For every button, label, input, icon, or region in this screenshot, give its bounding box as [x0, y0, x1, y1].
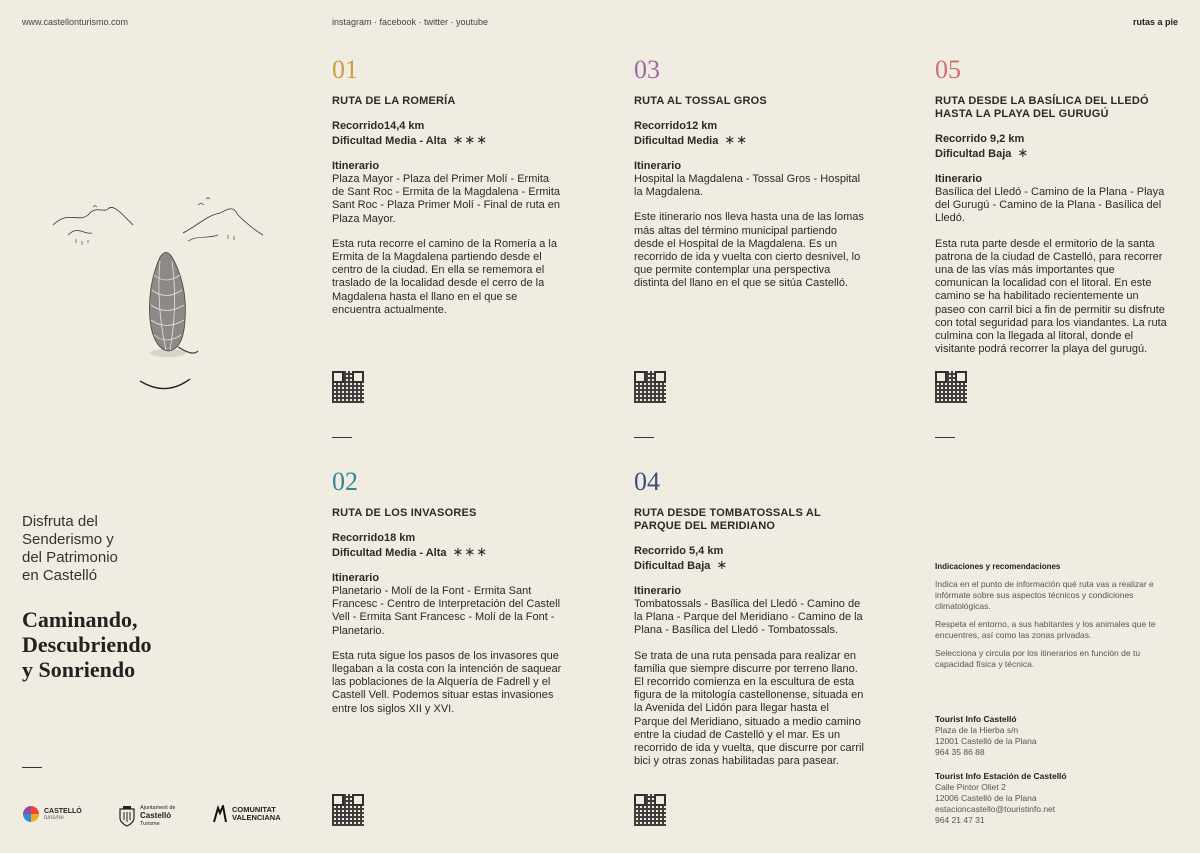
route-distance: Recorrido18 km	[332, 532, 416, 544]
divider	[332, 437, 352, 438]
itinerary-label: Itinerario	[332, 160, 380, 172]
route-distance: Recorrido14,4 km	[332, 120, 425, 132]
itinerary-label: Itinerario	[935, 173, 983, 185]
route-title: RUTA AL TOSSAL GROS	[634, 95, 767, 107]
route-title: RUTA DESDE LA BASÍLICA DEL LLEDÓ HASTA LA PLAYA DEL GURUGÚ	[935, 95, 1149, 120]
itinerary-text: Tombatossals - Basílica del Lledó - Camino de la Plana - Parque del Meridiano - Camino de la Plana - Basílica del Lledó - Tombatossals.	[634, 598, 863, 637]
tourist-info-name: Tourist Info Castelló	[935, 714, 1017, 724]
route-03	[634, 57, 866, 291]
route-02	[332, 469, 564, 716]
castello-logo-icon	[22, 805, 40, 823]
route-04	[634, 469, 866, 768]
route-difficulty: Dificultad Baja ∗	[935, 145, 1030, 160]
page-headline: Caminando, Descubriendo y Sonriendo	[22, 607, 152, 682]
ajuntament-crest-icon	[118, 805, 136, 827]
itinerary-text: Hospital la Magdalena - Tossal Gros - Hospital la Magdalena.	[634, 173, 861, 199]
website-url[interactable]: www.castellonturismo.com	[22, 17, 129, 27]
route-number: 03	[634, 55, 660, 84]
route-number: 04	[634, 467, 660, 496]
route-distance: Recorrido 9,2 km	[935, 133, 1025, 145]
qr-code-icon[interactable]	[634, 794, 666, 826]
route-title: RUTA DE LA ROMERÍA	[332, 95, 456, 107]
route-number: 02	[332, 467, 358, 496]
difficulty-stars: ∗∗∗	[452, 132, 489, 147]
recommendations	[935, 562, 1170, 677]
route-title: RUTA DESDE TOMBATOSSALS AL PARQUE DEL MERIDIANO	[634, 507, 821, 532]
comunitat-valenciana-icon	[212, 805, 228, 823]
tourist-info-estacion	[935, 771, 1170, 826]
recommendation-item: Selecciona y circula por los itinerarios en función de tu capacidad física y técnica.	[935, 648, 1141, 669]
recommendation-item: Respeta el entorno, a sus habitantes y los animales que te encuentres, así como las zonas privadas.	[935, 619, 1156, 640]
social-links[interactable]: instagram · facebook · twitter · youtube	[332, 17, 489, 27]
divider	[935, 437, 955, 438]
tourist-info-castello	[935, 714, 1170, 758]
route-difficulty: Dificultad Media ∗∗	[634, 132, 749, 147]
route-description: Se trata de una ruta pensada para realizar en familia que siempre discurre por terreno llano. El recorrido comienza en la escultura de esta figura de la mitología castellonense, situada en la Avenida del Lidón para llegar hasta el Parque del Meridiano, situado a medio camino entre la ciudad de Castelló y el mar. Es un recorrido de ida y vuelta, que discurre por carril bici y otras zonas habilitadas para pasear.	[634, 649, 864, 768]
comunitat-logo: COMUNITAT VALENCIANA	[212, 805, 281, 823]
address-line: 12006 Castelló de la Plana	[935, 793, 1037, 803]
itinerary-label: Itinerario	[634, 160, 682, 172]
route-title: RUTA DE LOS INVASORES	[332, 507, 477, 519]
difficulty-stars: ∗	[1017, 145, 1030, 160]
address-line: Calle Pintor Oliet 2	[935, 782, 1006, 792]
itinerary-text: Planetario - Molí de la Font - Ermita Sant Francesc - Centro de Interpretación del Castell Vell - Ermita Sant Francesc - Molí de la Font - Planetario.	[332, 585, 561, 637]
difficulty-stars: ∗∗∗	[452, 544, 489, 559]
route-difficulty: Dificultad Media - Alta ∗∗∗	[332, 132, 489, 147]
phone-number[interactable]: 964 35 86 88	[935, 747, 985, 757]
route-distance: Recorrido 5,4 km	[634, 545, 724, 557]
intro-tagline: Disfruta del Senderismo y del Patrimonio en Castelló	[22, 513, 118, 584]
section-label: rutas a pie	[1132, 17, 1178, 27]
phone-number[interactable]: 964 21 47 31	[935, 815, 985, 825]
route-number: 01	[332, 55, 358, 84]
divider	[22, 767, 42, 768]
ajuntament-logo: Ajuntament de Castelló Turisme	[118, 804, 175, 828]
qr-code-icon[interactable]	[634, 371, 666, 403]
recommendations-title: Indicaciones y recomendaciones	[935, 562, 1061, 571]
address-line: 12001 Castelló de la Plana	[935, 736, 1037, 746]
route-05	[935, 57, 1167, 356]
difficulty-stars: ∗∗	[724, 132, 749, 147]
qr-code-icon[interactable]	[332, 371, 364, 403]
qr-code-icon[interactable]	[332, 794, 364, 826]
castello-logo: CASTELLÓ turisme	[22, 805, 82, 823]
address-line: Plaza de la Hierba s/n	[935, 725, 1019, 735]
qr-code-icon[interactable]	[935, 371, 967, 403]
mountain-illustration	[48, 195, 270, 400]
route-description: Esta ruta recorre el camino de la Romería a la Ermita de la Magdalena partiendo desde el centro de la ciudad. En ella se rememora el traslado de la localidad desde el cerro de la Magdalena hasta el llano en el que se encuentra actualmente.	[332, 237, 557, 316]
route-description: Esta ruta parte desde el ermitorio de la santa patrona de la ciudad de Castelló, para recorrer una de las vías más importantes que comunican la localidad con el litoral. En este camino se ha habilitado recientemente un paseo con carril bici a fin de permitir su disfrute con total seguridad para los viandantes. La ruta culmina con la llegada al litoral, donde el visitante podrá recorrer la playa del gurugú.	[935, 237, 1167, 356]
route-distance: Recorrido12 km	[634, 120, 718, 132]
route-description: Este itinerario nos lleva hasta una de las lomas más altas del término municipal partiendo desde el Hospital de la Magdalena. Es un recorrido de ida y vuelta con cierto desnivel, lo que permite contemplar una perspectiva distinta del llano en el que se sitúa Castelló.	[634, 211, 864, 290]
itinerary-label: Itinerario	[332, 572, 380, 584]
recommendation-item: Indica en el punto de información qué ruta vas a realizar e infórmate sobre sus aspectos técnicos y condiciones climatológicas.	[935, 579, 1154, 611]
route-01	[332, 57, 564, 317]
route-difficulty: Dificultad Baja ∗	[634, 557, 729, 572]
route-difficulty: Dificultad Media - Alta ∗∗∗	[332, 544, 489, 559]
divider	[634, 437, 654, 438]
itinerary-text: Plaza Mayor - Plaza del Primer Molí - Ermita de Sant Roc - Ermita de la Magdalena - Ermita Sant Roc - Plaza Primer Molí - Final de ruta en Plaza Mayor.	[332, 173, 561, 225]
tourist-info-name: Tourist Info Estación de Castelló	[935, 771, 1067, 781]
itinerary-text: Basílica del Lledó - Camino de la Plana - Playa del Gurugú - Camino de la Plana - Basílica del Lledó.	[935, 186, 1165, 225]
email-link[interactable]: estacioncastello@touristinfo.net	[935, 804, 1056, 814]
route-description: Esta ruta sigue los pasos de los invasores que llegaban a la costa con la intención de saquear las poblaciones de la Alquería de Fadrell y el Castell Vell. Podemos situar estas invasiones entre los siglos XII y XVI.	[332, 649, 562, 715]
pinecone-illustration	[149, 253, 198, 358]
itinerary-label: Itinerario	[634, 585, 682, 597]
difficulty-stars: ∗	[716, 557, 729, 572]
route-number: 05	[935, 55, 961, 84]
